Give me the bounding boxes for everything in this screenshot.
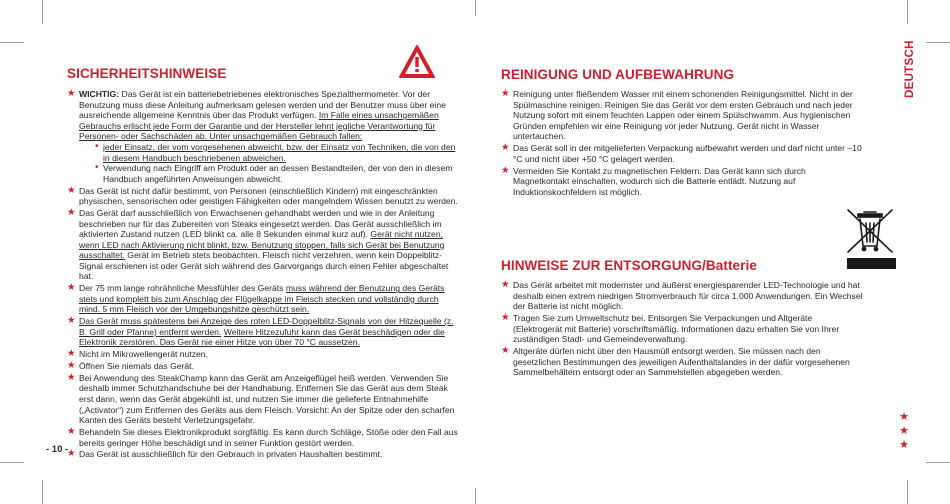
text-run: muss während der Benutzung des Geräts stets und komplett bis zum Anschlag der Flügelkappe im Fleisch stecken und vollständig durch mind. 5 mm Fleisch vor der Umgebungshitze geschützt sein. xyxy=(79,283,445,315)
text-run: Das Gerät darf ausschließlich von Erwachsenen gehandhabt werden und wie in der Anleitung beschrieben nur für das Zubereiten von Steaks eingesetzt werden. Das Gerät ausschließlich im aktivierten Zustand nutzen (LED blinkt ca. alle 8 Sekunden einmal kurz auf). xyxy=(79,207,442,240)
list-item xyxy=(67,361,459,372)
sub-list xyxy=(79,142,459,184)
star-icon: ★ xyxy=(899,424,909,437)
safety-list xyxy=(67,89,459,461)
decorative-stars xyxy=(896,410,912,452)
list-item xyxy=(67,89,459,184)
list-item xyxy=(67,186,459,207)
list-item xyxy=(67,283,459,315)
text-run: Bei Anwendung des SteakChamp kann das Gerät am Anzeigeflügel heiß werden. Verwenden Sie deshalb immer Schutzhandschuhe bei der Handhabung. Entfernen Sie das Gerät aus dem Steak erst dann, wenn das Gerät abgekühlt ist, und nutzen Sie immer die gelieferte Entnahmehilfe („Activator“) zum Entfernen des Geräts aus dem Fleisch. Vorsicht: An der Spitze oder den scharfen Kanten des Geräts besteht Verletzungsgefahr. xyxy=(79,372,455,426)
list-item xyxy=(501,280,863,312)
language-label: DEUTSCH xyxy=(904,40,916,98)
star-icon: ★ xyxy=(899,438,909,451)
list-item xyxy=(67,427,459,448)
cleaning-title: REINIGUNG UND AUFBEWAHRUNG xyxy=(501,67,735,82)
text-run: Tragen Sie zum Umweltschutz bei. Entsorgen Sie Verpackungen und Altgeräte (Elektrogerät mit Batterie) vorschriftsmäßig. Informationen dazu erhalten Sie von Ihrer zuständigen Stadt- und Gemeindeverwaltung. xyxy=(513,312,840,345)
center-crop-mark xyxy=(475,0,476,16)
text-run: Der 75 mm lange rohrähnliche Messfühler des Geräts xyxy=(79,283,286,294)
text-run: Gerät im Betrieb stets beobachten. Fleisch nicht verzehren, wenn kein Doppelblitz-Signal erschienen ist oder Gerät sich während des Garvorgangs durch einen Fehler abgeschaltet hat. xyxy=(79,250,449,282)
sub-list-item xyxy=(97,163,459,184)
center-crop-mark xyxy=(475,488,476,504)
weee-black-bar xyxy=(847,258,896,269)
text-run: jeder Einsatz, der vom vorgesehenen abweicht, bzw. der Einsatz von Techniken, die von den in diesem Handbuch beschriebenen abweichen. xyxy=(103,141,456,163)
text-run: Das Gerät ist nicht dafür bestimmt, von Personen (einschließlich Kindern) mit eingeschränkten physischen, sensorischen oder geistigen Fähigkeiten oder mangelndem Wissen benutzt zu werden. xyxy=(79,185,458,207)
sub-list-item xyxy=(97,142,459,163)
list-item xyxy=(67,316,459,348)
list-item xyxy=(67,373,459,426)
page-number: - 10 - xyxy=(46,444,69,455)
disposal-title: HINWEISE ZUR ENTSORGUNG/Batterie xyxy=(501,258,757,273)
text-run: Altgeräte dürfen nicht über den Hausmüll entsorgt werden. Sie müssen nach den gesetzlichen Bestimmungen des jeweiligen Aufenthaltslandes in der dafür vorgesehenen Sammelbehältern entsorgt oder an Sammelstellen abgegeben werden. xyxy=(513,345,850,378)
text-run: Vermeiden Sie Kontakt zu magnetischen Feldern. Das Gerät kann sich durch Magnetkontakt einschalten, wodurch sich die Batterie entlädt. Nutzung auf Induktionskochfeldern ist möglich. xyxy=(513,165,806,197)
crop-mark xyxy=(42,0,43,24)
crop-mark xyxy=(926,462,950,463)
text-run: Das Gerät ist ausschließlich für den Gebrauch in privaten Haushalten bestimmt. xyxy=(79,449,383,460)
cleaning-list xyxy=(501,89,863,199)
crossed-out-bin-icon xyxy=(842,208,900,261)
text-run: Das Gerät ist ein batteriebetriebenes elektronisches Spezialthermometer. Vor der Benutzung muss diese Anleitung aufmerksam gelesen werden und der Benutzer muss über eine ausreichende allgemeine Kenntnis über das Produkt verfügen. xyxy=(79,89,446,121)
text-run: Behandeln Sie dieses Elektronikprodukt sorgfältig. Es kann durch Schläge, Stöße oder den Fall aus bereits geringer Höhe beschädigt und in seiner Funktion gestört werden. xyxy=(79,426,458,448)
crop-mark xyxy=(42,480,43,504)
text-run: WICHTIG: xyxy=(79,89,122,99)
list-item xyxy=(501,346,863,378)
crop-mark xyxy=(0,462,24,463)
text-run: Das Gerät soll in der mitgelieferten Verpackung aufbewahrt werden und darf nicht unter –10 °C und nicht über +50 °C gelagert werden. xyxy=(513,143,862,164)
text-run: Verwendung nach Eingriff am Produkt oder an dessen Bestandteilen, der von den in diesem Handbuch angeführten Anweisungen abweicht. xyxy=(103,163,453,184)
text-run: Nicht im Mikrowellengerät nutzen. xyxy=(79,349,208,360)
text-run: Öffnen Sie niemals das Gerät. xyxy=(79,360,194,371)
safety-title: SICHERHEITSHINWEISE xyxy=(67,66,227,81)
disposal-list xyxy=(501,280,863,379)
text-run: Reinigung unter fließendem Wasser mit einem schonenden Reinigungsmittel. Nicht in der Spülmaschine reinigen. Reinigen Sie das Gerät vor dem ersten Gebrauch und nach jeder Nutzung sofort mit einem feuchten Lappen oder einem Spülschwamm. Aus hygienischen Gründen empfehlen wir eine Reinigung vor jeder Nutzung. Gerät nicht in Wasser untertauchen. xyxy=(513,89,853,142)
crop-mark xyxy=(0,42,24,43)
language-tab xyxy=(902,40,916,100)
list-item xyxy=(501,166,863,198)
crop-mark xyxy=(926,42,950,43)
text-run: Das Gerät muss spätestens bei Anzeige des roten LED-Doppelblitz-Signals von der Hitzequelle (z. B. Grill oder Pfanne) entfernt werden. xyxy=(79,316,454,337)
text-run: Gerät nicht nutzen, wenn LED nach Aktivierung nicht blinkt, bzw. Benutzung stoppen, falls sich Gerät bei Benutzung ausschaltet. xyxy=(79,229,445,261)
list-item xyxy=(501,143,863,164)
warning-triangle-icon xyxy=(398,44,436,85)
list-item xyxy=(67,449,459,460)
crop-mark xyxy=(907,0,908,24)
text-run: Weitere Hitzezufuhr kann das Gerät beschädigen oder die Elektronik zerstören. Das Gerät nie einer Hitze von über 70 °C aussetzen. xyxy=(79,326,445,348)
text-run: Im Falle eines unsachgemäßen Gebrauchs erlischt jede Form der Garantie und der Hersteller lehnt jegliche Verantwortung für Personen- oder Sachschäden ab. Unter unsachgemäßen Gebrauch fallen: xyxy=(79,110,439,142)
crop-mark xyxy=(907,480,908,504)
list-item xyxy=(67,349,459,360)
text-run: Das Gerät arbeitet mit modernster und äußerst energiesparender LED-Technologie und hat deshalb einen extrem niedrigen Stromverbrauch für circa 1.000 Anwendungen. Ein Wechsel der Batterie ist nicht möglich. xyxy=(513,280,863,312)
list-item xyxy=(67,208,459,282)
star-icon: ★ xyxy=(899,410,909,423)
list-item xyxy=(501,89,863,142)
list-item xyxy=(501,313,863,345)
